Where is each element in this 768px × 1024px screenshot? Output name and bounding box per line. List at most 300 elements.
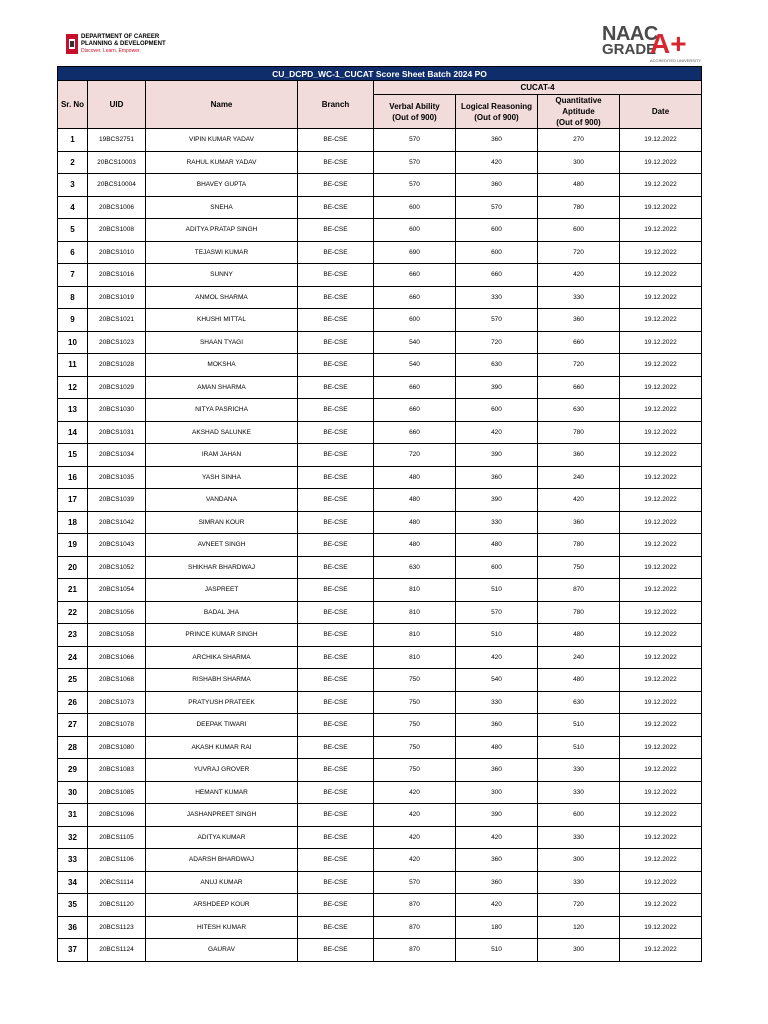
sr-no-cell: 36 bbox=[58, 916, 88, 939]
verbal-score-cell: 750 bbox=[374, 759, 456, 782]
date-cell: 19.12.2022 bbox=[620, 916, 702, 939]
sr-no-cell: 22 bbox=[58, 601, 88, 624]
date-cell: 19.12.2022 bbox=[620, 781, 702, 804]
sr-no-cell: 35 bbox=[58, 894, 88, 917]
quant-score-cell: 870 bbox=[538, 579, 620, 602]
logical-score-cell: 360 bbox=[456, 849, 538, 872]
logical-score-cell: 420 bbox=[456, 826, 538, 849]
table-row bbox=[58, 444, 702, 467]
sr-no-cell: 29 bbox=[58, 759, 88, 782]
logical-score-cell: 360 bbox=[456, 871, 538, 894]
name-cell: YASH SINHA bbox=[146, 466, 298, 489]
sr-no-cell: 33 bbox=[58, 849, 88, 872]
logical-score-cell: 510 bbox=[456, 579, 538, 602]
name-cell: ADITYA PRATAP SINGH bbox=[146, 219, 298, 242]
uid-cell: 20BCS1068 bbox=[88, 669, 146, 692]
verbal-score-cell: 570 bbox=[374, 151, 456, 174]
verbal-score-cell: 570 bbox=[374, 871, 456, 894]
quant-score-cell: 360 bbox=[538, 511, 620, 534]
sheet-title: CU_DCPD_WC-1_CUCAT Score Sheet Batch 2024 PO bbox=[58, 67, 702, 81]
table-row bbox=[58, 826, 702, 849]
group-header-cucat: CUCAT-4 bbox=[374, 81, 702, 95]
quant-score-cell: 240 bbox=[538, 466, 620, 489]
logical-score-cell: 600 bbox=[456, 241, 538, 264]
sr-no-cell: 30 bbox=[58, 781, 88, 804]
logical-score-cell: 540 bbox=[456, 669, 538, 692]
branch-cell: BE-CSE bbox=[298, 781, 374, 804]
name-cell: ANUJ KUMAR bbox=[146, 871, 298, 894]
logical-score-cell: 630 bbox=[456, 354, 538, 377]
table-row bbox=[58, 894, 702, 917]
logical-score-cell: 330 bbox=[456, 511, 538, 534]
logical-score-cell: 600 bbox=[456, 219, 538, 242]
verbal-score-cell: 570 bbox=[374, 174, 456, 197]
quant-score-cell: 480 bbox=[538, 624, 620, 647]
quant-score-cell: 330 bbox=[538, 759, 620, 782]
sr-no-cell: 11 bbox=[58, 354, 88, 377]
uid-cell: 20BCS1019 bbox=[88, 286, 146, 309]
date-cell: 19.12.2022 bbox=[620, 399, 702, 422]
uid-cell: 20BCS1054 bbox=[88, 579, 146, 602]
quant-score-cell: 360 bbox=[538, 444, 620, 467]
uid-cell: 20BCS10004 bbox=[88, 174, 146, 197]
quant-score-cell: 750 bbox=[538, 556, 620, 579]
sr-no-cell: 1 bbox=[58, 129, 88, 152]
uid-cell: 20BCS1006 bbox=[88, 196, 146, 219]
col-header-branch: Branch bbox=[298, 81, 374, 129]
table-row bbox=[58, 151, 702, 174]
verbal-score-cell: 600 bbox=[374, 219, 456, 242]
uid-cell: 20BCS1058 bbox=[88, 624, 146, 647]
quant-score-cell: 420 bbox=[538, 264, 620, 287]
verbal-score-cell: 480 bbox=[374, 534, 456, 557]
date-cell: 19.12.2022 bbox=[620, 129, 702, 152]
date-cell: 19.12.2022 bbox=[620, 511, 702, 534]
table-row bbox=[58, 871, 702, 894]
uid-cell: 20BCS1085 bbox=[88, 781, 146, 804]
quant-score-cell: 780 bbox=[538, 421, 620, 444]
table-row bbox=[58, 421, 702, 444]
sr-no-cell: 15 bbox=[58, 444, 88, 467]
quant-score-cell: 600 bbox=[538, 804, 620, 827]
date-cell: 19.12.2022 bbox=[620, 241, 702, 264]
logical-score-cell: 390 bbox=[456, 804, 538, 827]
col-header-name: Name bbox=[146, 81, 298, 129]
verbal-score-cell: 720 bbox=[374, 444, 456, 467]
logical-score-cell: 360 bbox=[456, 174, 538, 197]
quant-score-cell: 300 bbox=[538, 849, 620, 872]
table-row bbox=[58, 354, 702, 377]
verbal-score-cell: 870 bbox=[374, 916, 456, 939]
branch-cell: BE-CSE bbox=[298, 376, 374, 399]
uid-cell: 20BCS1039 bbox=[88, 489, 146, 512]
branch-cell: BE-CSE bbox=[298, 286, 374, 309]
uid-cell: 20BCS1035 bbox=[88, 466, 146, 489]
logical-score-cell: 480 bbox=[456, 736, 538, 759]
table-row bbox=[58, 601, 702, 624]
branch-cell: BE-CSE bbox=[298, 894, 374, 917]
uid-cell: 20BCS1083 bbox=[88, 759, 146, 782]
branch-cell: BE-CSE bbox=[298, 219, 374, 242]
quant-score-cell: 330 bbox=[538, 871, 620, 894]
uid-cell: 20BCS1105 bbox=[88, 826, 146, 849]
table-row bbox=[58, 556, 702, 579]
name-cell: VANDANA bbox=[146, 489, 298, 512]
department-name bbox=[81, 34, 166, 55]
name-cell: YUVRAJ GROVER bbox=[146, 759, 298, 782]
logical-score-cell: 600 bbox=[456, 399, 538, 422]
name-cell: RISHABH SHARMA bbox=[146, 669, 298, 692]
date-cell: 19.12.2022 bbox=[620, 714, 702, 737]
table-row bbox=[58, 219, 702, 242]
date-cell: 19.12.2022 bbox=[620, 466, 702, 489]
table-row bbox=[58, 759, 702, 782]
quant-score-cell: 600 bbox=[538, 219, 620, 242]
sr-no-cell: 14 bbox=[58, 421, 88, 444]
table-row bbox=[58, 399, 702, 422]
dept-line-2: PLANNING & DEVELOPMENT bbox=[81, 41, 166, 47]
name-cell: NITYA PASRICHA bbox=[146, 399, 298, 422]
verbal-score-cell: 690 bbox=[374, 241, 456, 264]
branch-cell: BE-CSE bbox=[298, 534, 374, 557]
logical-score-cell: 330 bbox=[456, 286, 538, 309]
branch-cell: BE-CSE bbox=[298, 691, 374, 714]
branch-cell: BE-CSE bbox=[298, 196, 374, 219]
branch-cell: BE-CSE bbox=[298, 174, 374, 197]
uid-cell: 20BCS1114 bbox=[88, 871, 146, 894]
verbal-score-cell: 750 bbox=[374, 669, 456, 692]
sr-no-cell: 32 bbox=[58, 826, 88, 849]
uid-cell: 20BCS1124 bbox=[88, 939, 146, 962]
verbal-score-cell: 870 bbox=[374, 939, 456, 962]
verbal-score-cell: 600 bbox=[374, 309, 456, 332]
branch-cell: BE-CSE bbox=[298, 151, 374, 174]
name-cell: AKASH KUMAR RAI bbox=[146, 736, 298, 759]
logical-score-cell: 570 bbox=[456, 196, 538, 219]
verbal-score-cell: 600 bbox=[374, 196, 456, 219]
date-cell: 19.12.2022 bbox=[620, 669, 702, 692]
branch-cell: BE-CSE bbox=[298, 399, 374, 422]
branch-cell: BE-CSE bbox=[298, 714, 374, 737]
logical-score-cell: 570 bbox=[456, 309, 538, 332]
verbal-score-cell: 480 bbox=[374, 511, 456, 534]
logical-score-cell: 390 bbox=[456, 444, 538, 467]
verbal-score-cell: 420 bbox=[374, 781, 456, 804]
branch-cell: BE-CSE bbox=[298, 331, 374, 354]
branch-cell: BE-CSE bbox=[298, 736, 374, 759]
branch-cell: BE-CSE bbox=[298, 916, 374, 939]
table-row bbox=[58, 714, 702, 737]
sr-no-cell: 19 bbox=[58, 534, 88, 557]
quant-out-of: (Out of 900) bbox=[556, 118, 601, 127]
uid-cell: 20BCS1031 bbox=[88, 421, 146, 444]
quant-score-cell: 330 bbox=[538, 286, 620, 309]
sr-no-cell: 9 bbox=[58, 309, 88, 332]
verbal-score-cell: 810 bbox=[374, 646, 456, 669]
uid-cell: 20BCS1021 bbox=[88, 309, 146, 332]
date-cell: 19.12.2022 bbox=[620, 489, 702, 512]
sr-no-cell: 7 bbox=[58, 264, 88, 287]
sr-no-cell: 10 bbox=[58, 331, 88, 354]
verbal-score-cell: 660 bbox=[374, 264, 456, 287]
logical-score-cell: 480 bbox=[456, 534, 538, 557]
sr-no-cell: 28 bbox=[58, 736, 88, 759]
name-cell: HEMANT KUMAR bbox=[146, 781, 298, 804]
branch-cell: BE-CSE bbox=[298, 421, 374, 444]
date-cell: 19.12.2022 bbox=[620, 736, 702, 759]
logical-label: Logical Reasoning bbox=[460, 101, 533, 111]
col-header-uid: UID bbox=[88, 81, 146, 129]
date-cell: 19.12.2022 bbox=[620, 151, 702, 174]
sr-no-cell: 31 bbox=[58, 804, 88, 827]
date-cell: 19.12.2022 bbox=[620, 219, 702, 242]
quant-score-cell: 720 bbox=[538, 241, 620, 264]
quant-score-cell: 300 bbox=[538, 939, 620, 962]
logical-score-cell: 360 bbox=[456, 714, 538, 737]
col-header-sr-no: Sr. No bbox=[58, 81, 88, 129]
name-cell: ARSHDEEP KOUR bbox=[146, 894, 298, 917]
logical-score-cell: 360 bbox=[456, 129, 538, 152]
name-cell: SHIKHAR BHARDWAJ bbox=[146, 556, 298, 579]
col-header-date: Date bbox=[620, 95, 702, 129]
name-cell: VIPIN KUMAR YADAV bbox=[146, 129, 298, 152]
verbal-score-cell: 810 bbox=[374, 579, 456, 602]
table-row bbox=[58, 669, 702, 692]
branch-cell: BE-CSE bbox=[298, 241, 374, 264]
naac-grade-logo bbox=[600, 23, 702, 63]
branch-cell: BE-CSE bbox=[298, 511, 374, 534]
name-cell: RAHUL KUMAR YADAV bbox=[146, 151, 298, 174]
table-row bbox=[58, 916, 702, 939]
table-row bbox=[58, 939, 702, 962]
quant-score-cell: 660 bbox=[538, 331, 620, 354]
quant-score-cell: 330 bbox=[538, 781, 620, 804]
sr-no-cell: 17 bbox=[58, 489, 88, 512]
uid-cell: 20BCS1008 bbox=[88, 219, 146, 242]
branch-cell: BE-CSE bbox=[298, 826, 374, 849]
quant-score-cell: 510 bbox=[538, 714, 620, 737]
table-row bbox=[58, 241, 702, 264]
verbal-score-cell: 810 bbox=[374, 601, 456, 624]
branch-cell: BE-CSE bbox=[298, 466, 374, 489]
date-cell: 19.12.2022 bbox=[620, 286, 702, 309]
table-row bbox=[58, 511, 702, 534]
name-cell: ARCHIKA SHARMA bbox=[146, 646, 298, 669]
verbal-score-cell: 660 bbox=[374, 421, 456, 444]
verbal-score-cell: 810 bbox=[374, 624, 456, 647]
branch-cell: BE-CSE bbox=[298, 646, 374, 669]
name-cell: HITESH KUMAR bbox=[146, 916, 298, 939]
table-row bbox=[58, 736, 702, 759]
uid-cell: 20BCS1120 bbox=[88, 894, 146, 917]
name-cell: AMAN SHARMA bbox=[146, 376, 298, 399]
quant-score-cell: 330 bbox=[538, 826, 620, 849]
logical-score-cell: 720 bbox=[456, 331, 538, 354]
branch-cell: BE-CSE bbox=[298, 264, 374, 287]
logical-out-of: (Out of 900) bbox=[474, 112, 519, 122]
verbal-score-cell: 540 bbox=[374, 331, 456, 354]
table-row bbox=[58, 804, 702, 827]
date-cell: 19.12.2022 bbox=[620, 534, 702, 557]
date-cell: 19.12.2022 bbox=[620, 691, 702, 714]
uid-cell: 19BCS2751 bbox=[88, 129, 146, 152]
sr-no-cell: 16 bbox=[58, 466, 88, 489]
verbal-score-cell: 660 bbox=[374, 286, 456, 309]
branch-cell: BE-CSE bbox=[298, 624, 374, 647]
sr-no-cell: 2 bbox=[58, 151, 88, 174]
logical-score-cell: 330 bbox=[456, 691, 538, 714]
uid-cell: 20BCS1052 bbox=[88, 556, 146, 579]
name-cell: PRINCE KUMAR SINGH bbox=[146, 624, 298, 647]
uid-cell: 20BCS1080 bbox=[88, 736, 146, 759]
table-row bbox=[58, 849, 702, 872]
branch-cell: BE-CSE bbox=[298, 556, 374, 579]
quant-score-cell: 240 bbox=[538, 646, 620, 669]
verbal-score-cell: 660 bbox=[374, 399, 456, 422]
col-header-logical bbox=[456, 95, 538, 129]
sr-no-cell: 5 bbox=[58, 219, 88, 242]
branch-cell: BE-CSE bbox=[298, 354, 374, 377]
name-cell: SHAAN TYAGI bbox=[146, 331, 298, 354]
date-cell: 19.12.2022 bbox=[620, 421, 702, 444]
name-cell: IRAM JAHAN bbox=[146, 444, 298, 467]
sr-no-cell: 3 bbox=[58, 174, 88, 197]
logical-score-cell: 510 bbox=[456, 624, 538, 647]
uid-cell: 20BCS1042 bbox=[88, 511, 146, 534]
table-row bbox=[58, 579, 702, 602]
name-cell: BHAVEY GUPTA bbox=[146, 174, 298, 197]
verbal-label: Verbal Ability bbox=[389, 101, 440, 111]
col-header-verbal bbox=[374, 95, 456, 129]
name-cell: SUNNY bbox=[146, 264, 298, 287]
col-header-quant bbox=[538, 95, 620, 129]
date-cell: 19.12.2022 bbox=[620, 376, 702, 399]
date-cell: 19.12.2022 bbox=[620, 264, 702, 287]
table-row bbox=[58, 781, 702, 804]
date-cell: 19.12.2022 bbox=[620, 804, 702, 827]
branch-cell: BE-CSE bbox=[298, 849, 374, 872]
name-cell: JASHANPREET SINGH bbox=[146, 804, 298, 827]
quant-score-cell: 120 bbox=[538, 916, 620, 939]
sr-no-cell: 4 bbox=[58, 196, 88, 219]
sr-no-cell: 23 bbox=[58, 624, 88, 647]
sr-no-cell: 34 bbox=[58, 871, 88, 894]
uid-cell: 20BCS1030 bbox=[88, 399, 146, 422]
verbal-score-cell: 750 bbox=[374, 714, 456, 737]
logical-score-cell: 180 bbox=[456, 916, 538, 939]
quant-score-cell: 660 bbox=[538, 376, 620, 399]
verbal-score-cell: 750 bbox=[374, 691, 456, 714]
date-cell: 19.12.2022 bbox=[620, 354, 702, 377]
sr-no-cell: 26 bbox=[58, 691, 88, 714]
date-cell: 19.12.2022 bbox=[620, 759, 702, 782]
uid-cell: 20BCS1034 bbox=[88, 444, 146, 467]
date-cell: 19.12.2022 bbox=[620, 646, 702, 669]
sr-no-cell: 21 bbox=[58, 579, 88, 602]
score-sheet-table bbox=[57, 66, 702, 962]
verbal-score-cell: 420 bbox=[374, 849, 456, 872]
branch-cell: BE-CSE bbox=[298, 804, 374, 827]
name-cell: TEJASWI KUMAR bbox=[146, 241, 298, 264]
table-row bbox=[58, 129, 702, 152]
uid-cell: 20BCS1056 bbox=[88, 601, 146, 624]
uid-cell: 20BCS1010 bbox=[88, 241, 146, 264]
logical-score-cell: 600 bbox=[456, 556, 538, 579]
name-cell: ADITYA KUMAR bbox=[146, 826, 298, 849]
uid-cell: 20BCS1016 bbox=[88, 264, 146, 287]
quant-score-cell: 780 bbox=[538, 601, 620, 624]
date-cell: 19.12.2022 bbox=[620, 601, 702, 624]
table-row bbox=[58, 174, 702, 197]
uid-cell: 20BCS1078 bbox=[88, 714, 146, 737]
date-cell: 19.12.2022 bbox=[620, 444, 702, 467]
logical-score-cell: 420 bbox=[456, 894, 538, 917]
logical-score-cell: 510 bbox=[456, 939, 538, 962]
uid-cell: 20BCS1106 bbox=[88, 849, 146, 872]
quant-label-2: Aptitude bbox=[562, 107, 595, 116]
uid-cell: 20BCS1028 bbox=[88, 354, 146, 377]
verbal-score-cell: 420 bbox=[374, 804, 456, 827]
verbal-score-cell: 630 bbox=[374, 556, 456, 579]
uid-cell: 20BCS10003 bbox=[88, 151, 146, 174]
name-cell: BADAL JHA bbox=[146, 601, 298, 624]
table-row bbox=[58, 646, 702, 669]
date-cell: 19.12.2022 bbox=[620, 826, 702, 849]
sr-no-cell: 25 bbox=[58, 669, 88, 692]
verbal-out-of: (Out of 900) bbox=[392, 112, 437, 122]
verbal-score-cell: 420 bbox=[374, 826, 456, 849]
branch-cell: BE-CSE bbox=[298, 939, 374, 962]
name-cell: JASPREET bbox=[146, 579, 298, 602]
verbal-score-cell: 480 bbox=[374, 466, 456, 489]
date-cell: 19.12.2022 bbox=[620, 174, 702, 197]
table-row bbox=[58, 534, 702, 557]
quant-score-cell: 480 bbox=[538, 174, 620, 197]
quant-score-cell: 510 bbox=[538, 736, 620, 759]
uid-cell: 20BCS1096 bbox=[88, 804, 146, 827]
sr-no-cell: 27 bbox=[58, 714, 88, 737]
table-row bbox=[58, 691, 702, 714]
quant-score-cell: 720 bbox=[538, 894, 620, 917]
branch-cell: BE-CSE bbox=[298, 579, 374, 602]
uid-cell: 20BCS1023 bbox=[88, 331, 146, 354]
table-body bbox=[58, 129, 702, 962]
date-cell: 19.12.2022 bbox=[620, 196, 702, 219]
table-row bbox=[58, 331, 702, 354]
name-cell: SIMRAN KOUR bbox=[146, 511, 298, 534]
logical-score-cell: 360 bbox=[456, 759, 538, 782]
name-cell: PRATYUSH PRATEEK bbox=[146, 691, 298, 714]
logical-score-cell: 300 bbox=[456, 781, 538, 804]
table-row bbox=[58, 466, 702, 489]
naac-text: NAAC bbox=[602, 23, 658, 45]
verbal-score-cell: 660 bbox=[374, 376, 456, 399]
name-cell: GAURAV bbox=[146, 939, 298, 962]
date-cell: 19.12.2022 bbox=[620, 939, 702, 962]
name-cell: ANMOL SHARMA bbox=[146, 286, 298, 309]
university-emblem-icon bbox=[66, 34, 78, 54]
table-row bbox=[58, 376, 702, 399]
logical-score-cell: 390 bbox=[456, 376, 538, 399]
verbal-score-cell: 570 bbox=[374, 129, 456, 152]
quant-score-cell: 780 bbox=[538, 196, 620, 219]
name-cell: AKSHAD SALUNKE bbox=[146, 421, 298, 444]
branch-cell: BE-CSE bbox=[298, 309, 374, 332]
date-cell: 19.12.2022 bbox=[620, 556, 702, 579]
branch-cell: BE-CSE bbox=[298, 601, 374, 624]
quant-score-cell: 300 bbox=[538, 151, 620, 174]
name-cell: DEEPAK TIWARI bbox=[146, 714, 298, 737]
